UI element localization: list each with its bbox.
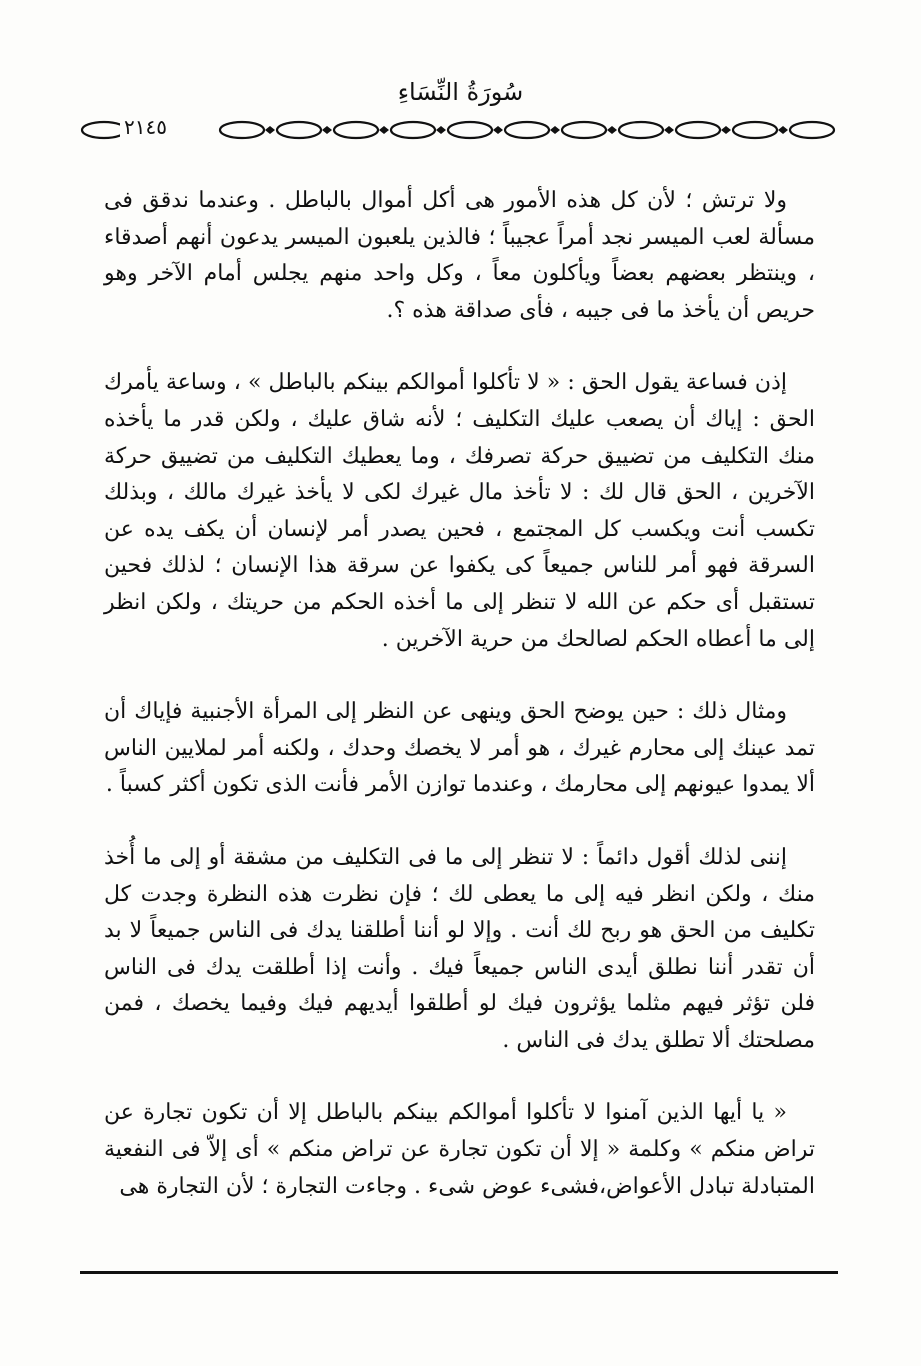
- ornament-diamond: [322, 126, 332, 134]
- ornament-oval: [334, 122, 378, 138]
- ornament-oval: [562, 122, 606, 138]
- ornament-oval: [733, 122, 777, 138]
- paragraph: إذن فساعة يقول الحق : « لا تأكلوا أموالكم بينكم بالباطل » ، وساعة يأمرك الحق : إياك أن يصعب عليك التكليف ؛ لأنه شاق عليك ، ولكن قدر ما يأخذه منك التكليف من تضييق حركة تصرفك ، وما يعطيك التكليف من تضييق حركة الآخرين ، الحق قال لك : لا تأخذ مال غيرك لكى لا يأخذ غيرك مالك ، وبذلك تكسب أنت ويكسب كل المجتمع ، فحين يصدر أمر لإنسان أن يكف يده عن السرقة فهو أمر للناس جميعاً كى يكفوا عن سرقة هذا الإنسان ؛ لذلك فحين تستقبل أى حكم عن الله لا تنظر إلى ما أخذه الحكم من حريتك ، ولكن انظر إلى ما أعطاه الحكم لصالحك من حرية الآخرين .: [104, 370, 815, 652]
- ornament-diamond: [778, 126, 788, 134]
- ornament-oval: [391, 122, 435, 138]
- footer-rule: [80, 1271, 838, 1274]
- body-text: [104, 183, 815, 1205]
- ornament-diamond: [379, 126, 389, 134]
- ornament-oval: [619, 122, 663, 138]
- ornament-diamond: [550, 126, 560, 134]
- ornament-diamond: [721, 126, 731, 134]
- ornament-oval: [676, 122, 720, 138]
- paragraph: ولا ترتش ؛ لأن كل هذه الأمور هى أكل أموال بالباطل . وعندما ندقق فى مسألة لعب الميسر نجد أمراً عجيباً ؛ فالذين يلعبون الميسر يدعون أنهم أصدقاء ، وينتظر بعضهم بعضاً ويأكلون معاً ، وكل واحد منهم يجلس أمام الآخر وهو حريص أن يأخذ ما فى جيبه ، فأى صداقة هذه ؟.: [104, 188, 815, 323]
- ornament-oval: [790, 122, 834, 138]
- paragraph: ومثال ذلك : حين يوضح الحق وينهى عن النظر إلى المرأة الأجنبية فإياك أن تمد عينك إلى محارم غيرك ، هو أمر لا يخصك وحدك ، ولكنه أمر لملايين الناس ألا يمدوا عيونهم إلى محارمك ، وعندما توازن الأمر فأنت الذى تكون أكثر كسباً .: [104, 699, 815, 798]
- ornament-oval: [448, 122, 492, 138]
- ornament-diamond: [436, 126, 446, 134]
- paragraph: « يا أيها الذين آمنوا لا تأكلوا أموالكم بينكم بالباطل إلا أن تكون تجارة عن تراض منكم » وكلمة « إلا أن تكون تجارة عن تراض منكم » أى إلاّ فى النفعية المتبادلة تبادل الأعواض،فشىء عوض شىء . وجاءت التجارة ؛ لأن التجارة هى: [104, 1100, 815, 1199]
- ornament-oval: [505, 122, 549, 138]
- surah-title: سُورَةُ النِّسَاءِ: [397, 78, 524, 106]
- ornament-diamond: [493, 126, 503, 134]
- ornament-oval: [220, 122, 264, 138]
- ornament-oval: [277, 122, 321, 138]
- header-ornament: [80, 114, 840, 146]
- page-number: ٢١٤٥: [120, 115, 171, 139]
- ornament-diamond: [664, 126, 674, 134]
- ornament-diamond: [265, 126, 275, 134]
- paragraph: إننى لذلك أقول دائماً : لا تنظر إلى ما فى التكليف من مشقة أو إلى ما أُخذ منك ، ولكن انظر فيه إلى ما يعطى لك ؛ فإن نظرت هذه النظرة وجدت كل تكليف من الحق هو ربح لك أنت . وإلا لو أننا أطلقنا يدك فى الناس جميعاً لا بد أن تقدر أننا نطلق أيدى الناس جميعاً فيك . وأنت إذا أطلقت يدك فى الناس فلن تؤثر فيهم مثلما يؤثرون فيك لو أطلقوا أيديهم فيك وفيما يخصك ، فمن مصلحتك ألا تطلق يدك فى الناس .: [104, 844, 815, 1053]
- ornament-diamond: [607, 126, 617, 134]
